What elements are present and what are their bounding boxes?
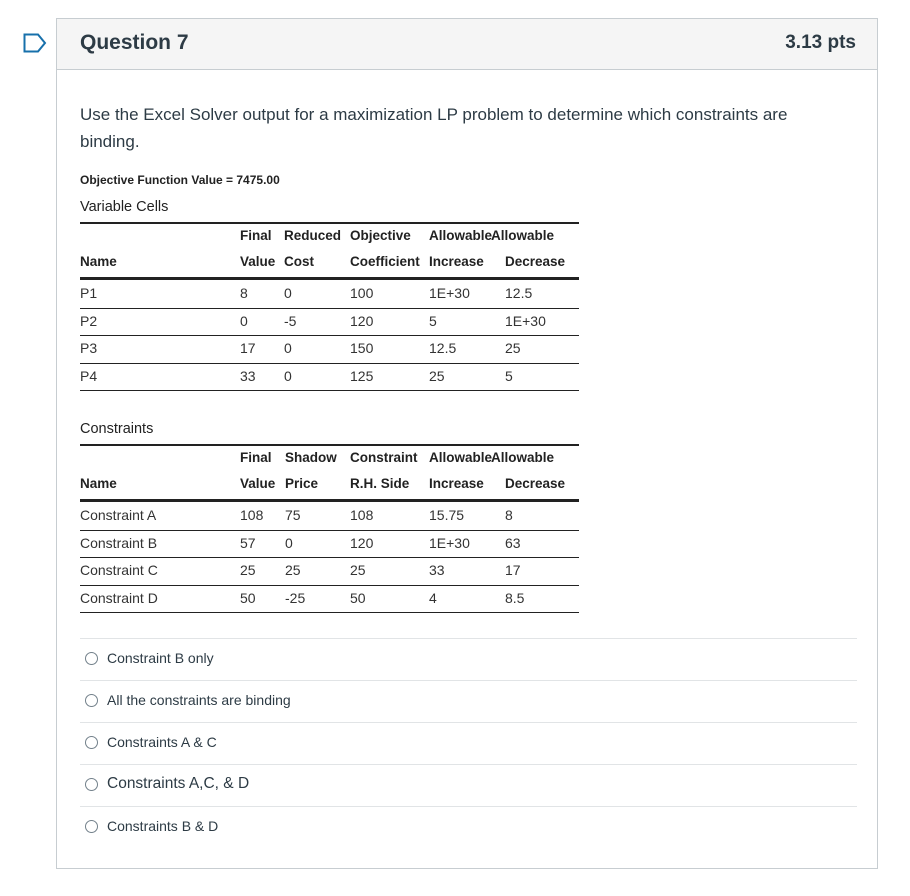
answer-option-label[interactable]: All the constraints are binding [107,692,291,708]
table-cell: 0 [284,340,292,356]
table-cell: 108 [240,507,264,523]
table-row-rule [80,390,579,391]
col-header: Shadow [285,450,337,465]
table-cell: 33 [429,562,445,578]
table-cell: 1E+30 [505,313,546,329]
col-header: Objective [350,228,411,243]
table-row-rule [80,585,579,586]
table-cell: 0 [285,535,293,551]
col-header: Cost [284,254,314,269]
answer-option-label[interactable]: Constraints B & D [107,818,219,834]
table-cell: -25 [285,590,306,606]
table-cell: 8 [240,285,248,301]
col-header: Reduced [284,228,342,243]
table-cell: P2 [80,313,98,329]
answer-option-label[interactable]: Constraints A & C [107,734,217,750]
radio-button-icon[interactable] [85,778,98,791]
table-cell: P4 [80,368,98,384]
col-header: Final [240,228,272,243]
bookmark-flag-icon[interactable] [23,33,47,53]
table-cell: 100 [350,285,374,301]
answer-option[interactable] [80,722,857,765]
answer-option[interactable] [80,764,857,807]
table-cell: 1E+30 [429,535,470,551]
table-cell: 17 [505,562,521,578]
question-card [56,18,878,869]
table-cell: 15.75 [429,507,465,523]
table-cell: 0 [284,285,292,301]
table-cell: 125 [350,368,374,384]
col-header: Increase [429,254,484,269]
table-cell: 33 [240,368,256,384]
table-cell: 57 [240,535,256,551]
table-cell: 120 [350,535,374,551]
col-header: Value [240,476,276,491]
answer-option[interactable] [80,806,857,849]
col-header: Value [240,254,276,269]
col-header: Allowable [491,450,555,465]
table-cell: Constraint D [80,590,158,606]
table-cell: 75 [285,507,301,523]
radio-button-icon[interactable] [85,652,98,665]
table-row-rule [80,557,579,558]
col-header: Decrease [505,476,566,491]
col-header: Price [285,476,319,491]
col-header: Allowable [429,228,493,243]
table-header-rule [80,277,579,280]
table-cell: Constraint B [80,535,158,551]
table-cell: 12.5 [429,340,457,356]
variable-cells-label: Variable Cells [80,199,169,215]
col-header: Increase [429,476,484,491]
table-cell: 108 [350,507,374,523]
table-cell: 25 [350,562,366,578]
table-cell: 25 [505,340,521,356]
answer-option[interactable] [80,680,857,723]
col-header: Coefficient [350,254,420,269]
answer-option-label[interactable]: Constraint B only [107,650,214,666]
table-header-rule [80,499,579,502]
table-cell: 8.5 [505,590,525,606]
question-prompt: Use the Excel Solver output for a maximization LP problem to determine which constraints are binding. [80,105,788,151]
col-header: Name [80,254,117,269]
table-cell: 25 [429,368,445,384]
col-header: Allowable [491,228,555,243]
table-cell: 0 [240,313,248,329]
table-cell: 4 [429,590,437,606]
table-top-rule [80,222,579,224]
table-cell: 5 [429,313,437,329]
col-header: Name [80,476,117,491]
col-header: R.H. Side [350,476,410,491]
table-cell: 25 [240,562,256,578]
question-header [57,19,877,70]
table-cell: 0 [284,368,292,384]
table-top-rule [80,444,579,446]
question-title: Question 7 [80,31,189,54]
col-header: Allowable [429,450,493,465]
answer-option[interactable] [80,638,857,681]
table-row-rule [80,363,579,364]
radio-button-icon[interactable] [85,820,98,833]
radio-button-icon[interactable] [85,694,98,707]
table-cell: 1E+30 [429,285,470,301]
table-cell: P1 [80,285,98,301]
table-cell: 50 [240,590,256,606]
table-cell: Constraint A [80,507,157,523]
table-cell: 8 [505,507,513,523]
table-cell: Constraint C [80,562,158,578]
radio-button-icon[interactable] [85,736,98,749]
table-cell: 63 [505,535,521,551]
question-points: 3.13 pts [785,32,856,53]
table-row-rule [80,530,579,531]
table-cell: 120 [350,313,374,329]
col-header: Constraint [350,450,418,465]
table-cell: 12.5 [505,285,533,301]
table-row-rule [80,335,579,336]
table-cell: P3 [80,340,98,356]
objective-value: Objective Function Value = 7475.00 [80,173,280,187]
table-row-rule [80,612,579,613]
table-cell: 50 [350,590,366,606]
constraints-label: Constraints [80,421,154,437]
table-cell: 5 [505,368,513,384]
answer-option-label[interactable]: Constraints A,C, & D [107,775,250,792]
col-header: Final [240,450,272,465]
table-cell: 17 [240,340,256,356]
table-cell: 150 [350,340,374,356]
table-row-rule [80,308,579,309]
table-cell: 25 [285,562,301,578]
col-header: Decrease [505,254,566,269]
table-cell: -5 [284,313,297,329]
